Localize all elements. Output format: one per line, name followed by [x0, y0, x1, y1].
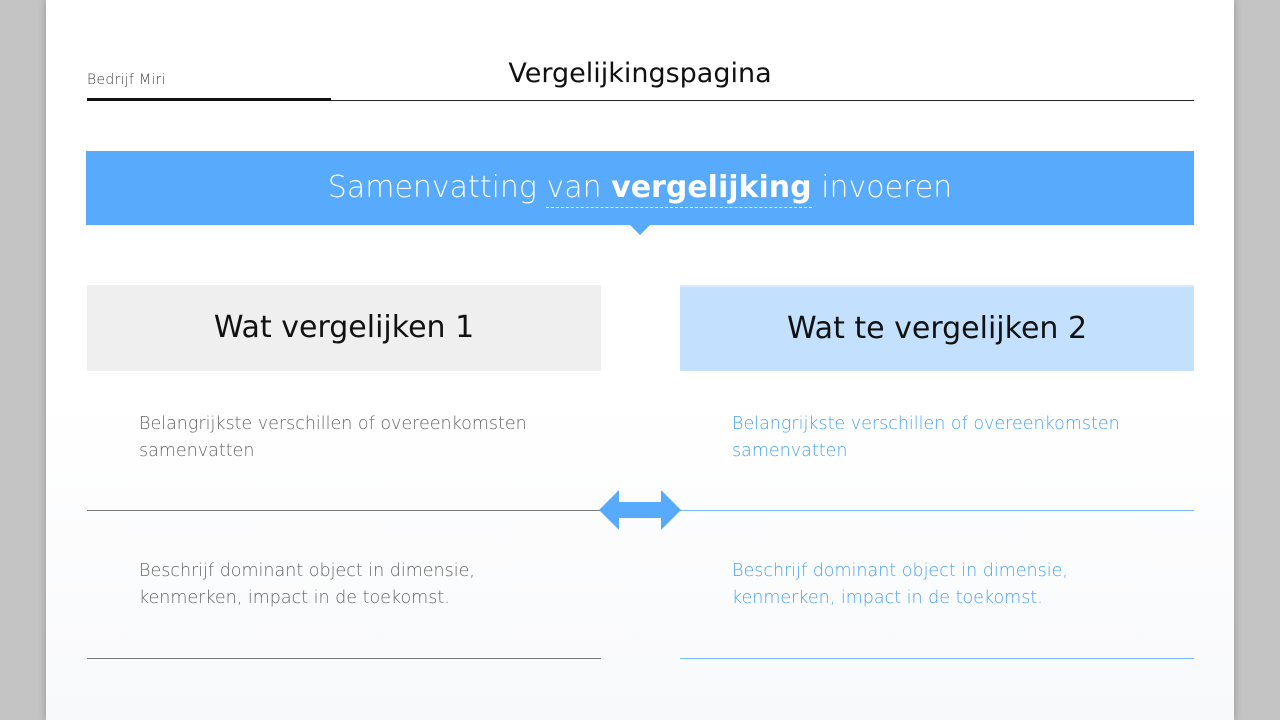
banner-text-before: Samenvatting: [327, 170, 547, 205]
banner-text-underlined: van vergelijking: [546, 170, 811, 208]
column-1-heading[interactable]: Wat vergelijken 1: [87, 285, 601, 371]
column-2-description[interactable]: Beschrijf dominant object in dimensie, kenmerken, impact in de toekomst.: [732, 561, 1068, 608]
double-arrow-horizontal-icon: [599, 490, 681, 530]
banner-text-after: invoeren: [811, 170, 953, 205]
column-1-divider-1: [87, 510, 601, 511]
column-2-divider-2: [680, 658, 1194, 659]
title-rule: [331, 100, 1194, 101]
summary-banner[interactable]: [86, 151, 1194, 225]
title-rule-accent: [87, 98, 331, 101]
column-1-description[interactable]: Beschrijf dominant object in dimensie, kenmerken, impact in de toekomst.: [139, 561, 475, 608]
page-title: Vergelijkingspagina: [508, 58, 772, 89]
column-2-heading[interactable]: Wat te vergelijken 2: [680, 285, 1194, 371]
column-1-divider-2: [87, 658, 601, 659]
column-2-divider-1: [680, 510, 1194, 511]
banner-text-bold: vergelijking: [611, 170, 812, 205]
column-1-summary[interactable]: Belangrijkste verschillen of overeenkomsten samenvatten: [139, 414, 527, 461]
slide-page: [46, 0, 1234, 720]
company-name: Bedrijf Miri: [87, 72, 166, 88]
column-2-summary[interactable]: Belangrijkste verschillen of overeenkomsten samenvatten: [732, 414, 1120, 461]
banner-pointer: [630, 225, 650, 235]
